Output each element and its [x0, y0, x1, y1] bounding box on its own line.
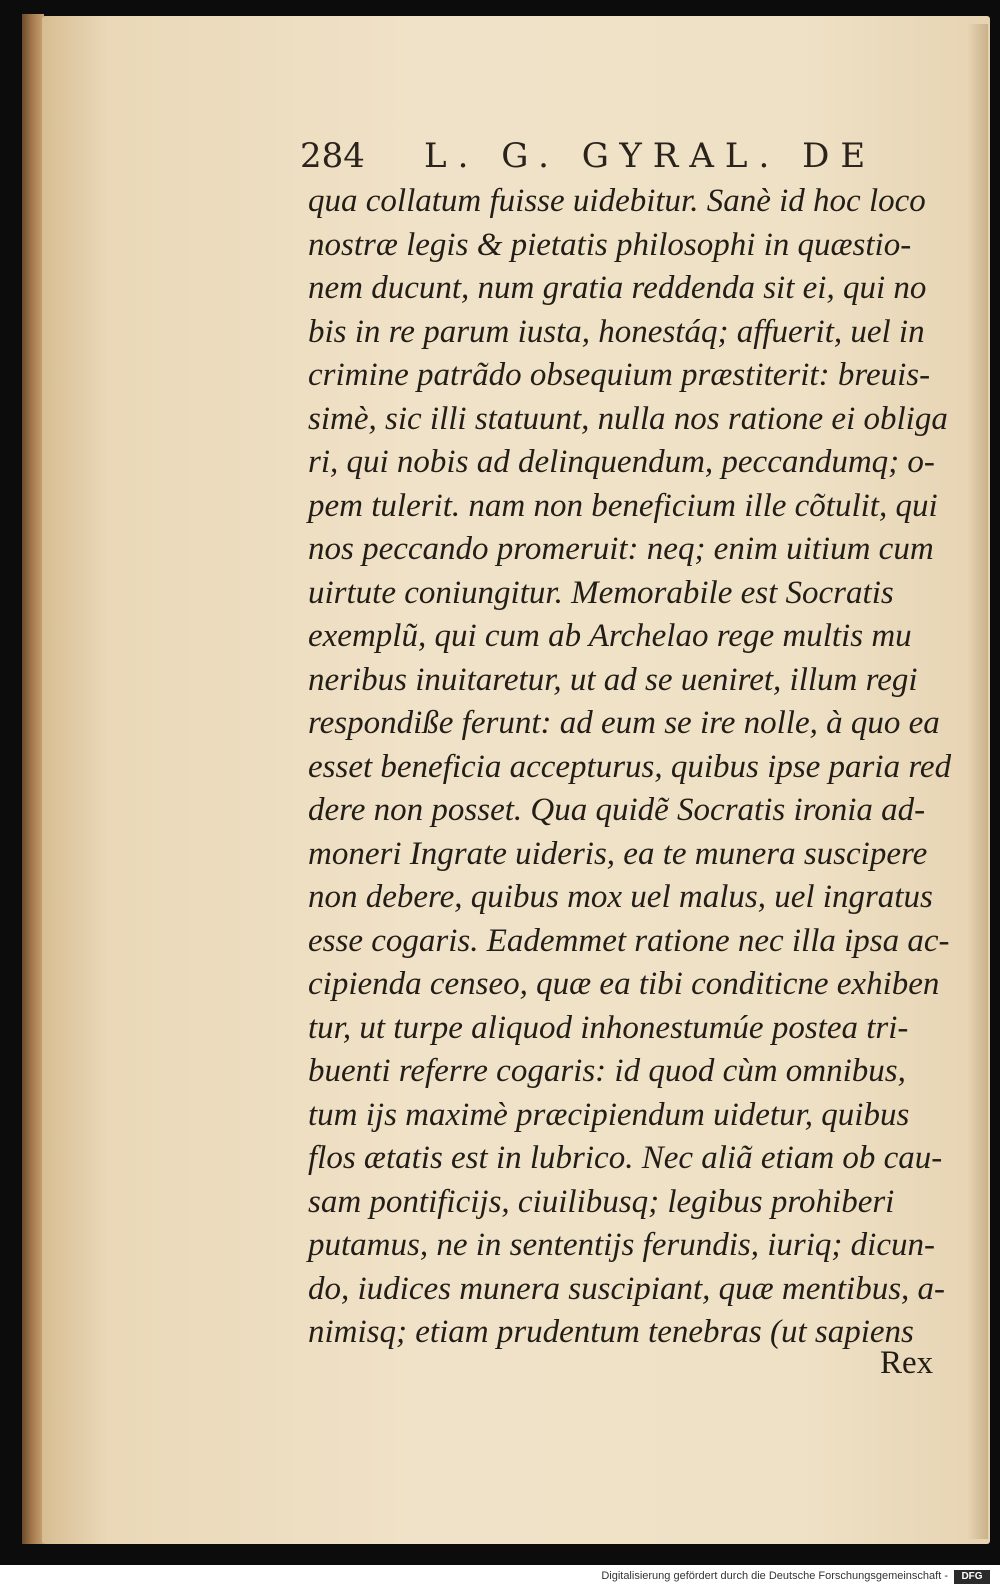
text-line: neribus inuitaretur, ut ad se ueniret, illum regi — [308, 661, 918, 698]
dfg-logo: DFG — [954, 1570, 990, 1584]
text-line: exemplũ, qui cum ab Archelao rege multis mu — [308, 618, 912, 654]
text-line: nostræ legis & pietatis philosophi in quæstio- — [308, 226, 912, 263]
text-line: buenti referre cogaris: id quod cùm omnibus, — [308, 1053, 906, 1089]
body-text — [308, 180, 952, 1355]
text-line: simè, sic illi statuunt, nulla nos ratione ei obliga — [308, 400, 948, 437]
text-line: nimisq; etiam prudentum tenebras (ut sapiens — [308, 1314, 914, 1350]
text-line: cipienda censeo, quæ ea tibi conditicne exhiben — [308, 966, 940, 1002]
text-line: tum ijs maximè præcipiendum uidetur, quibus — [308, 1096, 910, 1133]
text-line: ri, qui nobis ad delinquendum, peccandumq; o- — [308, 444, 935, 480]
catchword: Rex — [880, 1345, 934, 1381]
running-head-title: L. G. GYRAL. DE — [424, 136, 877, 176]
book-spine-edge — [22, 14, 44, 1544]
text-line: moneri Ingrate uideris, ea te munera suscipere — [308, 835, 928, 872]
text-line: esset beneficia accepturus, quibus ipse paria red — [308, 748, 952, 785]
text-line: dere non posset. Qua quidẽ Socratis ironia ad- — [308, 792, 926, 828]
running-head — [300, 136, 940, 186]
text-line: nos peccando promeruit: neq; enim uitium cum — [308, 531, 934, 567]
text-line: putamus, ne in sententijs ferundis, iuriq; dicun- — [308, 1227, 935, 1263]
text-line: qua collatum fuisse uidebitur. Sanè id hoc loco — [308, 183, 926, 219]
funding-notice: Digitalisierung gefördert durch die Deutsche Forschungsgemeinschaft - — [601, 1570, 948, 1582]
page-fore-edge — [968, 24, 988, 1539]
page-number: 284 — [300, 136, 365, 176]
text-line: respondiße ferunt: ad eum se ire nolle, à quo ea — [308, 705, 940, 741]
text-line: esse cogaris. Eademmet ratione nec illa ipsa ac- — [308, 922, 950, 959]
text-line: bis in re parum iusta, honestáq; affuerit, uel in — [308, 313, 925, 350]
footer-bar — [0, 1565, 1000, 1589]
text-line: tur, ut turpe aliquod inhonestumúe postea tri- — [308, 1009, 909, 1046]
text-line: non debere, quibus mox uel malus, uel ingratus — [308, 879, 933, 915]
text-line: uirtute coniungitur. Memorabile est Socratis — [308, 574, 894, 611]
text-line: flos ætatis est in lubrico. Nec aliã etiam ob cau- — [308, 1140, 943, 1176]
text-line: crimine patrãdo obsequium præstiterit: breuis- — [308, 357, 931, 393]
text-line: pem tulerit. nam non beneficium ille cõtulit, qui — [308, 487, 938, 524]
text-line: do, iudices munera suscipiant, quæ mentibus, a- — [308, 1270, 946, 1307]
text-line: nem ducunt, num gratia reddenda sit ei, qui no — [308, 270, 927, 306]
text-line: sam pontificijs, ciuilibusq; legibus prohiberi — [308, 1183, 895, 1220]
